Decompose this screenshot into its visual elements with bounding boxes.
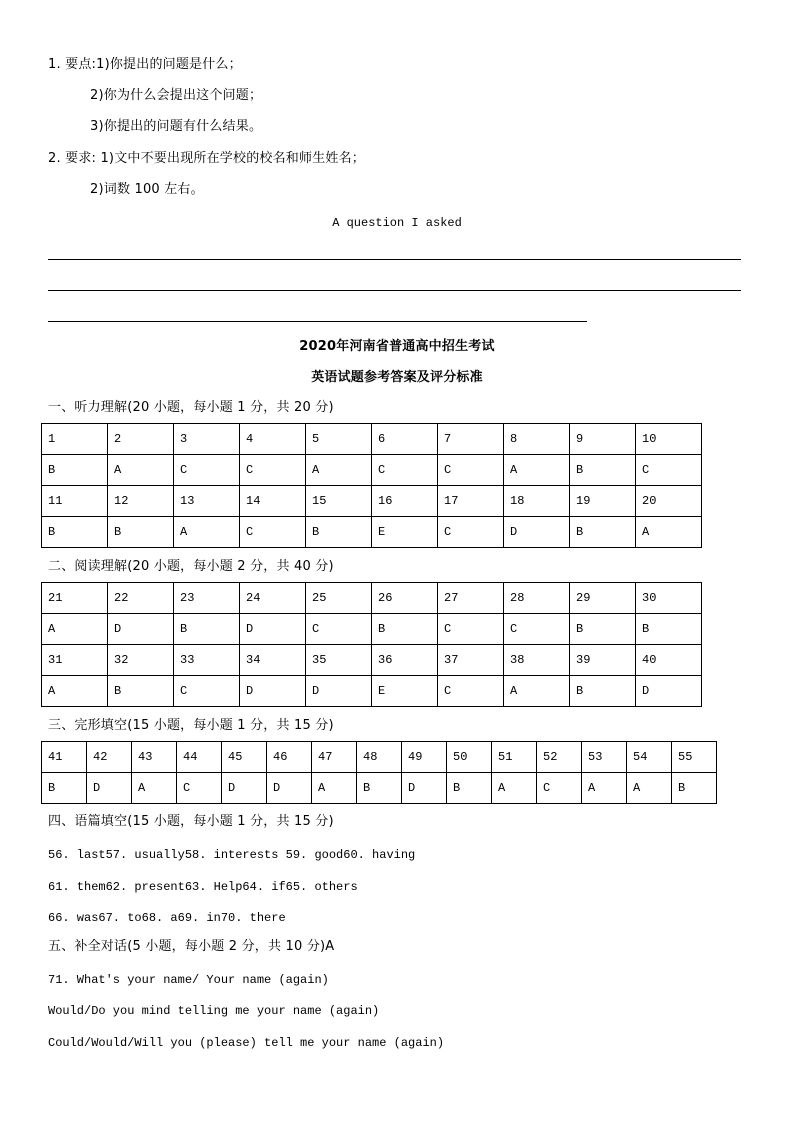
question-number-cell: 49 [402,742,447,773]
answer-cell: B [636,614,702,645]
question-number-cell: 52 [537,742,582,773]
question-number-cell: 55 [672,742,717,773]
answer-cell: D [636,676,702,707]
question-number-cell: 30 [636,583,702,614]
answer-cell: E [372,517,438,548]
instruction-point-1-sub-3: 3)你提出的问题有什么结果。 [90,119,263,134]
answer-cell: D [267,773,312,804]
answer-cell: C [438,676,504,707]
answer-row [42,614,702,645]
answer-cell: B [108,676,174,707]
question-number-cell: 8 [504,424,570,455]
answer-cell: A [312,773,357,804]
question-number-cell: 27 [438,583,504,614]
answer-cell: A [627,773,672,804]
answer-cell: D [87,773,132,804]
question-number-cell: 50 [447,742,492,773]
question-number-cell: 32 [108,645,174,676]
answer-cell: D [402,773,447,804]
question-number-cell: 53 [582,742,627,773]
answer-row [42,676,702,707]
answer-table-listening [41,423,702,548]
answer-cell: B [306,517,372,548]
answer-cell: B [357,773,402,804]
question-number-row [42,424,702,455]
answer-cell: D [240,676,306,707]
question-number-cell: 9 [570,424,636,455]
question-number-cell: 10 [636,424,702,455]
writing-line [48,321,587,322]
question-number-cell: 5 [306,424,372,455]
question-number-cell: 3 [174,424,240,455]
question-number-cell: 35 [306,645,372,676]
answer-cell: B [174,614,240,645]
answer-cell: B [570,614,636,645]
answer-cell: B [672,773,717,804]
question-number-cell: 37 [438,645,504,676]
question-number-cell: 12 [108,486,174,517]
answer-cell: C [636,455,702,486]
question-number-cell: 43 [132,742,177,773]
answer-cell: C [504,614,570,645]
question-number-cell: 36 [372,645,438,676]
answer-cell: B [570,517,636,548]
answer-cell: B [570,455,636,486]
question-number-cell: 7 [438,424,504,455]
answer-line: Could/Would/Will you (please) tell me your name (again) [48,1036,445,1050]
answer-cell: A [636,517,702,548]
answer-cell: C [438,517,504,548]
writing-line [48,290,741,291]
question-number-cell: 48 [357,742,402,773]
question-number-cell: 24 [240,583,306,614]
question-number-cell: 15 [306,486,372,517]
writing-line [48,259,741,260]
question-number-cell: 51 [492,742,537,773]
question-number-row [42,645,702,676]
instruction-point-2: 2. 要求: 1)文中不要出现所在学校的校名和师生姓名； [48,151,365,166]
question-number-row [42,583,702,614]
answer-cell: A [42,676,108,707]
question-number-cell: 42 [87,742,132,773]
question-number-cell: 39 [570,645,636,676]
answer-cell: D [222,773,267,804]
question-number-cell: 17 [438,486,504,517]
instruction-point-1: 1. 要点:1)你提出的问题是什么； [48,57,242,72]
section-heading-dialogue: 五、补全对话(5 小题，每小题 2 分，共 10 分)A [48,939,335,954]
answer-cell: A [504,676,570,707]
answer-table-reading [41,582,702,707]
answer-line: 56. last57. usually58. interests 59. good60. having [48,848,416,862]
question-number-cell: 29 [570,583,636,614]
answer-cell: B [570,676,636,707]
answer-cell: D [108,614,174,645]
answer-cell: B [42,455,108,486]
answer-cell: A [306,455,372,486]
answer-line: 66. was67. to68. a69. in70. there [48,911,286,925]
answer-cell: C [240,517,306,548]
question-number-cell: 16 [372,486,438,517]
question-number-row [42,742,717,773]
answer-cell: C [537,773,582,804]
question-number-cell: 4 [240,424,306,455]
question-number-cell: 18 [504,486,570,517]
answer-cell: D [306,676,372,707]
question-number-cell: 1 [42,424,108,455]
answer-cell: A [42,614,108,645]
answer-cell: C [372,455,438,486]
answer-cell: D [240,614,306,645]
question-number-cell: 38 [504,645,570,676]
question-number-cell: 46 [267,742,312,773]
answer-table-cloze [41,741,717,804]
question-number-cell: 19 [570,486,636,517]
answer-cell: A [492,773,537,804]
answer-key-title: 2020年河南省普通高中招生考试 [299,339,495,354]
question-number-cell: 33 [174,645,240,676]
question-number-cell: 47 [312,742,357,773]
answer-cell: A [132,773,177,804]
question-number-cell: 40 [636,645,702,676]
question-number-cell: 2 [108,424,174,455]
question-number-cell: 22 [108,583,174,614]
section-heading-cloze: 三、完形填空(15 小题，每小题 1 分，共 15 分) [48,718,334,733]
question-number-cell: 14 [240,486,306,517]
answer-cell: C [438,455,504,486]
question-number-cell: 44 [177,742,222,773]
answer-cell: A [108,455,174,486]
answer-cell: C [306,614,372,645]
essay-title: A question I asked [332,216,462,230]
answer-key-subtitle: 英语试题参考答案及评分标准 [311,370,483,385]
answer-line: 71. What's your name/ Your name (again) [48,973,329,987]
answer-cell: A [504,455,570,486]
answer-cell: B [42,773,87,804]
question-number-cell: 41 [42,742,87,773]
question-number-cell: 45 [222,742,267,773]
answer-cell: B [108,517,174,548]
instruction-point-2-sub-2: 2)词数 100 左右。 [90,182,204,197]
section-heading-reading: 二、阅读理解(20 小题，每小题 2 分，共 40 分) [48,559,334,574]
instruction-point-1-sub-2: 2)你为什么会提出这个问题； [90,88,263,103]
question-number-cell: 23 [174,583,240,614]
answer-cell: C [438,614,504,645]
answer-cell: A [174,517,240,548]
question-number-cell: 13 [174,486,240,517]
question-number-row [42,486,702,517]
question-number-cell: 31 [42,645,108,676]
answer-cell: C [177,773,222,804]
answer-line: 61. them62. present63. Help64. if65. others [48,880,358,894]
question-number-cell: 25 [306,583,372,614]
answer-cell: B [447,773,492,804]
answer-cell: A [582,773,627,804]
section-heading-text-completion: 四、语篇填空(15 小题，每小题 1 分，共 15 分) [48,814,334,829]
question-number-cell: 20 [636,486,702,517]
question-number-cell: 6 [372,424,438,455]
answer-cell: B [372,614,438,645]
answer-row [42,773,717,804]
question-number-cell: 21 [42,583,108,614]
answer-cell: B [42,517,108,548]
answer-line: Would/Do you mind telling me your name (again) [48,1004,380,1018]
answer-cell: C [240,455,306,486]
question-number-cell: 26 [372,583,438,614]
answer-cell: C [174,455,240,486]
question-number-cell: 11 [42,486,108,517]
answer-cell: C [174,676,240,707]
question-number-cell: 54 [627,742,672,773]
answer-cell: D [504,517,570,548]
question-number-cell: 34 [240,645,306,676]
answer-cell: E [372,676,438,707]
answer-row [42,517,702,548]
question-number-cell: 28 [504,583,570,614]
section-heading-listening: 一、听力理解(20 小题，每小题 1 分，共 20 分) [48,400,334,415]
answer-row [42,455,702,486]
